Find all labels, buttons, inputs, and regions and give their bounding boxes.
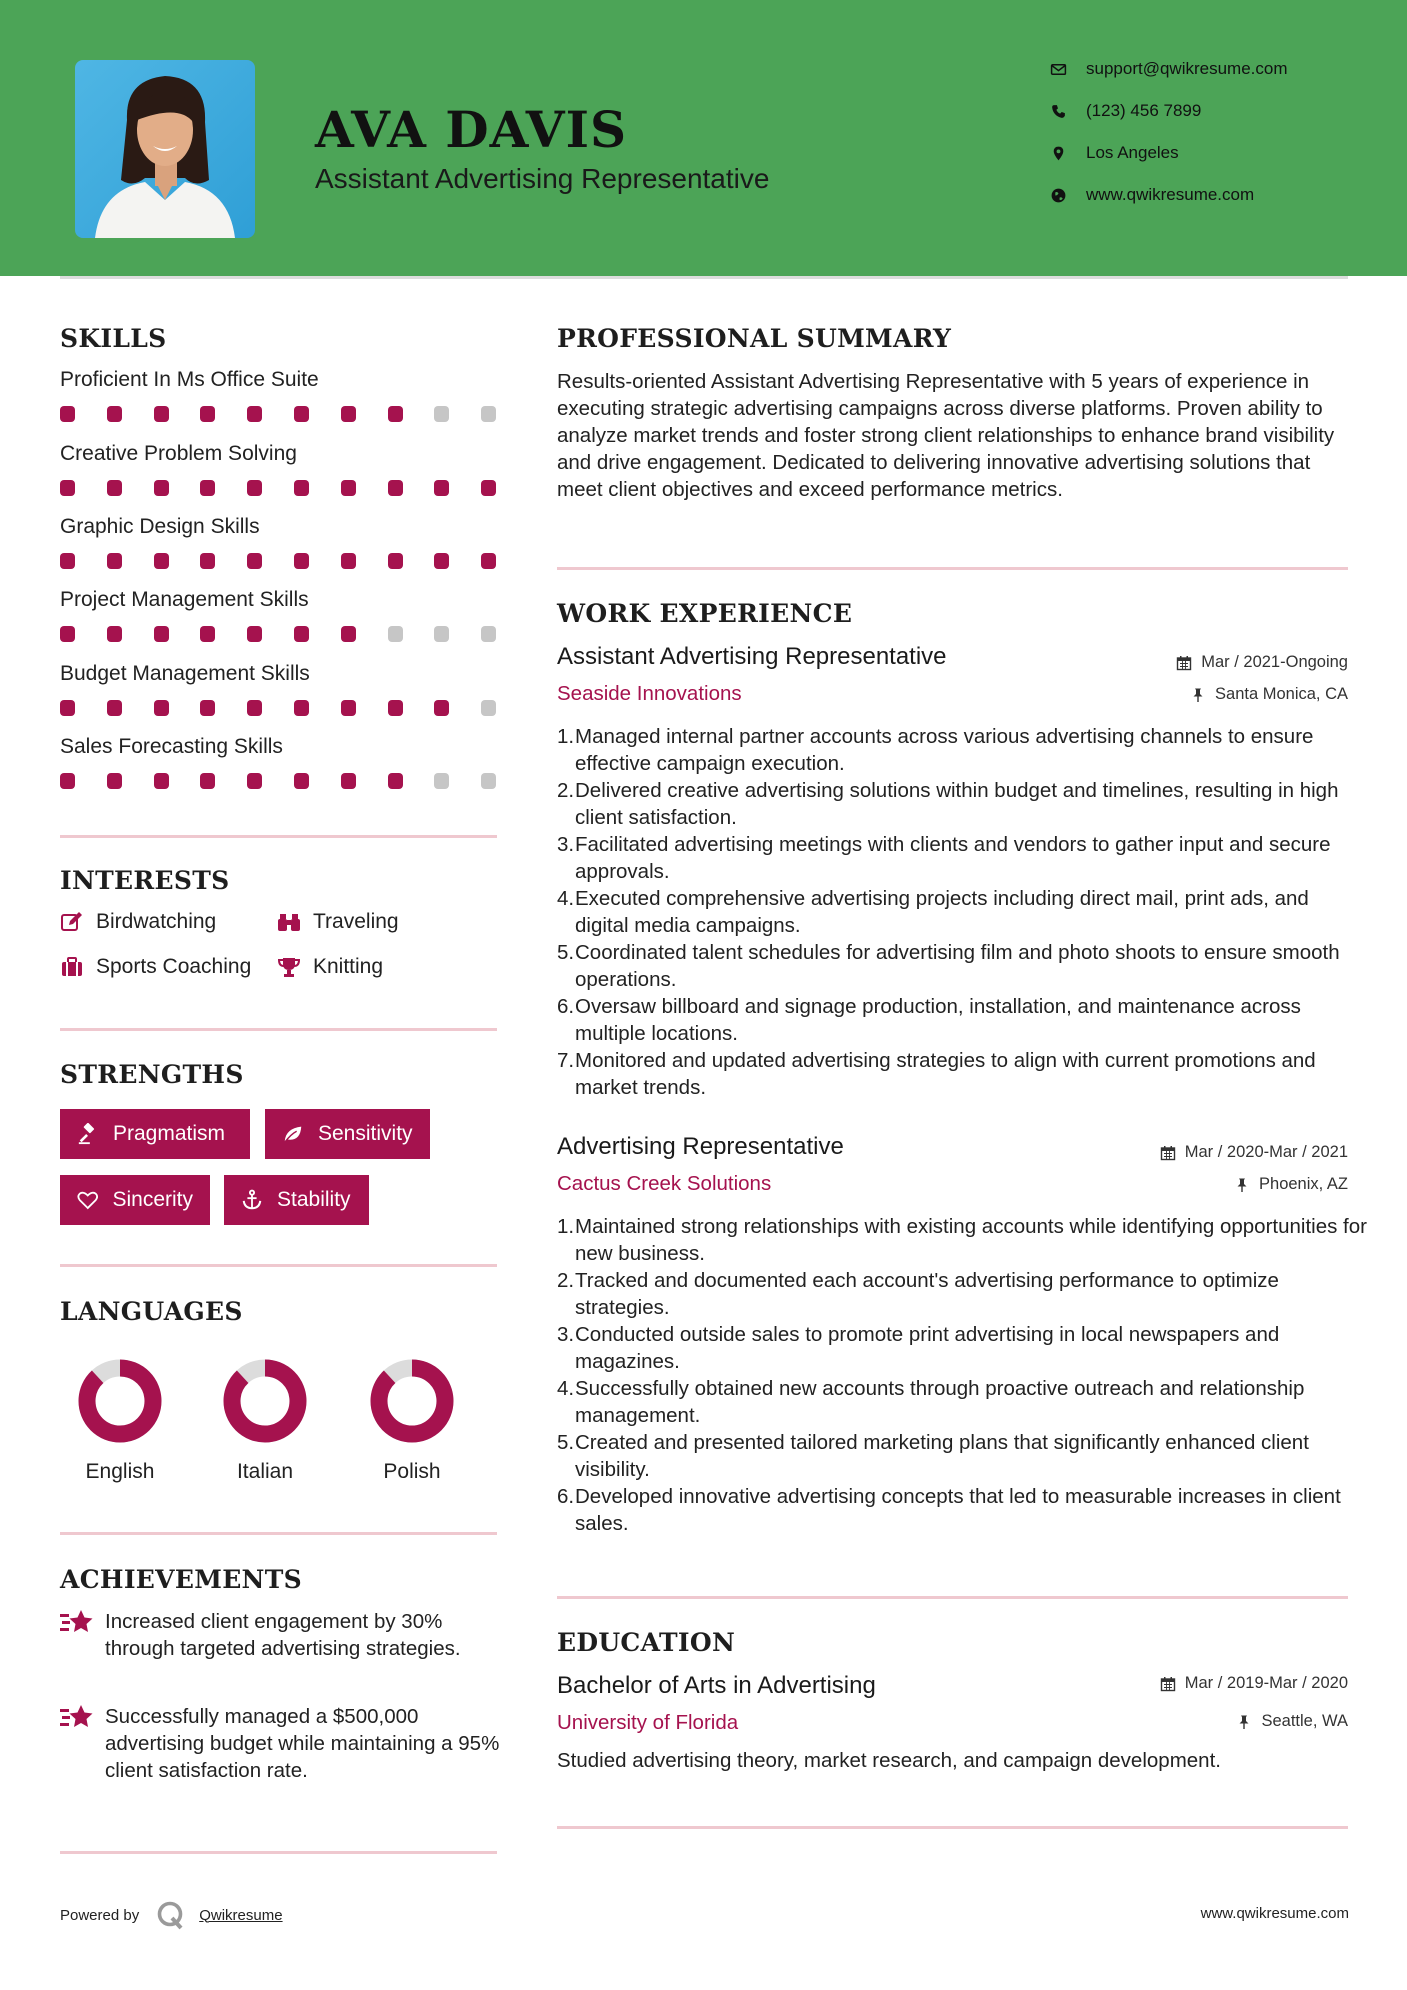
calendar-icon xyxy=(1160,1676,1176,1692)
company-name: Seaside Innovations xyxy=(557,682,742,705)
calendar-icon xyxy=(1176,655,1192,671)
duty-item: Maintained strong relationships with existing accounts while identifying opportunities for new business. xyxy=(575,1215,1367,1265)
section-divider xyxy=(60,1851,497,1854)
strength-label: Pragmatism xyxy=(113,1122,226,1145)
duty-item: Executed comprehensive advertising projects including direct mail, print ads, and digital media campaigns. xyxy=(575,887,1309,937)
language-label: Polish xyxy=(383,1460,441,1483)
map-marker-icon xyxy=(1050,145,1067,162)
strength-tag xyxy=(60,1175,210,1225)
job-duties-list xyxy=(557,1213,1367,1537)
section-divider xyxy=(557,1596,1348,1599)
duty-item: Delivered creative advertising solutions within budget and timelines, resulting in high client satisfaction. xyxy=(575,779,1339,829)
contact-email-text: support@qwikresume.com xyxy=(1086,59,1288,78)
skill-dot-filled xyxy=(60,553,75,569)
ring-fill xyxy=(232,1368,298,1434)
contact-website[interactable] xyxy=(1050,181,1254,209)
education-location-text: Seattle, WA xyxy=(1261,1712,1348,1730)
skill-dot-filled xyxy=(154,480,169,496)
duty-item: Managed internal partner accounts across various advertising channels to ensure effective campaign execution. xyxy=(575,725,1314,775)
qwikresume-logo-icon xyxy=(155,1900,185,1930)
skill-dot-filled xyxy=(341,480,356,496)
section-divider xyxy=(557,567,1348,570)
skill-dot-filled xyxy=(341,553,356,569)
edit-icon xyxy=(60,910,84,934)
skill-label: Budget Management Skills xyxy=(60,662,310,685)
skill-dot-filled xyxy=(341,406,356,422)
skill-dot-filled xyxy=(200,553,215,569)
job-dates-text: Mar / 2021-Ongoing xyxy=(1201,653,1348,671)
education-dates xyxy=(1160,1674,1348,1693)
strength-label: Sincerity xyxy=(112,1188,193,1211)
avatar-image xyxy=(75,60,255,238)
skill-dot-filled xyxy=(154,406,169,422)
skill-dot-empty xyxy=(481,773,496,789)
globe-icon xyxy=(1050,187,1067,204)
strength-tag xyxy=(224,1175,369,1225)
job-duties-list xyxy=(557,723,1367,1101)
skill-rating xyxy=(60,700,500,716)
skill-dot-filled xyxy=(294,553,309,569)
skill-dot-filled xyxy=(107,700,122,716)
language-label: English xyxy=(85,1460,155,1483)
section-divider xyxy=(60,1028,497,1031)
school-name: University of Florida xyxy=(557,1711,739,1734)
pushpin-icon xyxy=(1236,1714,1252,1730)
strengths-heading: STRENGTHS xyxy=(60,1060,244,1089)
achievement-item xyxy=(60,1703,500,1784)
language-proficiency-ring xyxy=(369,1358,455,1444)
job-title: Advertising Representative xyxy=(557,1133,844,1160)
ring-fill xyxy=(379,1368,445,1434)
job-dates xyxy=(1176,653,1348,672)
skill-dot-filled xyxy=(107,406,122,422)
achievements-heading: ACHIEVEMENTS xyxy=(60,1565,302,1594)
pushpin-icon xyxy=(1234,1177,1250,1193)
interest-label: Knitting xyxy=(313,955,384,978)
skill-dot-filled xyxy=(481,553,496,569)
skill-label: Proficient In Ms Office Suite xyxy=(60,368,319,391)
skill-label: Creative Problem Solving xyxy=(60,442,297,465)
skill-dot-filled xyxy=(294,406,309,422)
duty-item: Created and presented tailored marketing plans that significantly enhanced client visibility. xyxy=(575,1431,1309,1481)
interest-item xyxy=(277,910,399,934)
skill-dot-filled xyxy=(247,480,262,496)
skill-dot-filled xyxy=(60,480,75,496)
skill-dot-empty xyxy=(434,773,449,789)
skill-dot-filled xyxy=(341,700,356,716)
interest-item xyxy=(60,955,251,979)
language-label: Italian xyxy=(236,1460,294,1483)
ring-fill xyxy=(87,1368,153,1434)
interests-heading: INTERESTS xyxy=(60,866,230,895)
skill-dot-filled xyxy=(247,773,262,789)
profile-photo xyxy=(75,60,255,238)
achievement-text: Successfully managed a $500,000 advertising budget while maintaining a 95% client satisfaction rate. xyxy=(105,1705,500,1782)
duty-item: Facilitated advertising meetings with clients and vendors to gather input and secure approvals. xyxy=(575,833,1331,883)
skill-dot-filled xyxy=(60,626,75,642)
skill-dot-filled xyxy=(247,626,262,642)
job-dates xyxy=(1160,1143,1348,1162)
footer-url[interactable]: www.qwikresume.com xyxy=(1200,1905,1349,1922)
skill-dot-filled xyxy=(200,773,215,789)
skill-rating xyxy=(60,773,500,789)
section-divider xyxy=(60,835,497,838)
achievement-text: Increased client engagement by 30% through targeted advertising strategies. xyxy=(105,1610,461,1660)
skill-dot-filled xyxy=(107,773,122,789)
skill-dot-filled xyxy=(107,553,122,569)
skill-dot-filled xyxy=(341,773,356,789)
skill-dot-filled xyxy=(481,480,496,496)
duty-item: Successfully obtained new accounts through proactive outreach and relationship management. xyxy=(575,1377,1305,1427)
duty-item: Coordinated talent schedules for advertising film and photo shoots to ensure smooth operations. xyxy=(575,941,1340,991)
skill-dot-filled xyxy=(294,773,309,789)
skill-dot-empty xyxy=(481,626,496,642)
skill-dot-filled xyxy=(154,626,169,642)
contact-location-text: Los Angeles xyxy=(1086,143,1179,162)
skill-dot-filled xyxy=(434,480,449,496)
envelope-icon xyxy=(1050,61,1067,78)
trophy-icon xyxy=(277,955,301,979)
anchor-icon xyxy=(241,1189,263,1211)
language-proficiency-ring xyxy=(222,1358,308,1444)
contact-phone-text: (123) 456 7899 xyxy=(1086,101,1202,120)
interest-item xyxy=(60,910,216,934)
skill-dot-empty xyxy=(434,406,449,422)
duty-item: Monitored and updated advertising strategies to align with current promotions and market trends. xyxy=(575,1049,1316,1099)
interest-label: Sports Coaching xyxy=(96,955,252,978)
skill-dot-empty xyxy=(481,406,496,422)
skill-dot-filled xyxy=(388,553,403,569)
skill-dot-empty xyxy=(434,626,449,642)
skill-dot-filled xyxy=(388,406,403,422)
experience-heading: WORK EXPERIENCE xyxy=(557,599,853,628)
languages-heading: LANGUAGES xyxy=(60,1297,243,1326)
qwikresume-link[interactable]: Qwikresume xyxy=(199,1906,283,1924)
education-heading: EDUCATION xyxy=(557,1628,736,1657)
binoculars-icon xyxy=(277,910,301,934)
duty-item: Developed innovative advertising concepts that led to measurable increases in client sales. xyxy=(575,1485,1341,1535)
strength-label: Sensitivity xyxy=(318,1122,413,1145)
job-location-text: Phoenix, AZ xyxy=(1259,1175,1348,1193)
skill-dot-filled xyxy=(60,773,75,789)
skill-label: Graphic Design Skills xyxy=(60,515,260,538)
section-divider xyxy=(60,1532,497,1535)
footer-powered-by xyxy=(60,1900,283,1930)
star-burst-icon xyxy=(60,1608,94,1636)
company-name: Cactus Creek Solutions xyxy=(557,1172,772,1195)
skill-dot-filled xyxy=(154,773,169,789)
skill-dot-empty xyxy=(481,700,496,716)
candidate-title: Assistant Advertising Representative xyxy=(315,163,770,194)
skill-rating xyxy=(60,626,500,642)
skill-dot-filled xyxy=(60,406,75,422)
skill-rating xyxy=(60,406,500,422)
job-dates-text: Mar / 2020-Mar / 2021 xyxy=(1184,1143,1348,1161)
skill-dot-filled xyxy=(200,480,215,496)
leaf-icon xyxy=(282,1123,304,1145)
skill-dot-filled xyxy=(247,700,262,716)
skill-dot-filled xyxy=(388,700,403,716)
strength-label: Stability xyxy=(277,1188,351,1211)
skill-label: Sales Forecasting Skills xyxy=(60,735,283,758)
interest-item xyxy=(277,955,383,979)
skill-dot-filled xyxy=(434,553,449,569)
star-burst-icon xyxy=(60,1703,94,1731)
duty-item: Oversaw billboard and signage production, installation, and maintenance across multiple locations. xyxy=(575,995,1301,1045)
job-location xyxy=(1234,1175,1348,1194)
section-divider xyxy=(557,1826,1348,1829)
degree-title: Bachelor of Arts in Advertising xyxy=(557,1672,876,1699)
skill-dot-filled xyxy=(107,626,122,642)
contact-email[interactable] xyxy=(1050,55,1288,83)
skill-dot-filled xyxy=(247,553,262,569)
interest-label: Traveling xyxy=(313,910,399,933)
interest-label: Birdwatching xyxy=(96,910,217,933)
contact-location xyxy=(1050,139,1179,167)
candidate-name: AVA DAVIS xyxy=(315,100,628,159)
phone-icon xyxy=(1050,103,1067,120)
language-proficiency-ring xyxy=(77,1358,163,1444)
summary-text: Results-oriented Assistant Advertising Representative with 5 years of experience in executing strategic advertising campaigns across diverse platforms. Proven ability to analyze market trends and foster strong client relationships to enhance brand visibility and drive engagement. Dedicated to delivering innovative advertising solutions that meet client objectives and exceed performance metrics. xyxy=(557,370,1335,501)
powered-by-text: Powered by xyxy=(60,1906,140,1924)
skill-dot-filled xyxy=(200,406,215,422)
skill-dot-filled xyxy=(388,480,403,496)
summary-heading: PROFESSIONAL SUMMARY xyxy=(557,324,952,353)
skill-dot-filled xyxy=(154,553,169,569)
skill-dot-filled xyxy=(107,480,122,496)
strength-tag xyxy=(265,1109,430,1159)
skill-dot-filled xyxy=(434,700,449,716)
skill-dot-filled xyxy=(200,626,215,642)
skill-label: Project Management Skills xyxy=(60,588,309,611)
job-location-text: Santa Monica, CA xyxy=(1215,685,1348,703)
skill-dot-empty xyxy=(388,626,403,642)
skill-rating xyxy=(60,553,500,569)
contact-phone[interactable] xyxy=(1050,97,1201,125)
education-description: Studied advertising theory, market research, and campaign development. xyxy=(557,1749,1221,1772)
pushpin-icon xyxy=(1190,687,1206,703)
job-title: Assistant Advertising Representative xyxy=(557,643,947,670)
skill-dot-filled xyxy=(341,626,356,642)
heart-icon xyxy=(77,1189,98,1211)
skill-rating xyxy=(60,480,500,496)
job-location xyxy=(1190,685,1348,704)
achievement-item xyxy=(60,1608,500,1662)
skill-dot-filled xyxy=(60,700,75,716)
gavel-icon xyxy=(77,1123,99,1145)
skill-dot-filled xyxy=(294,700,309,716)
skill-dot-filled xyxy=(294,626,309,642)
skills-heading: SKILLS xyxy=(60,324,167,353)
header-divider xyxy=(60,276,1348,279)
skill-dot-filled xyxy=(294,480,309,496)
skill-dot-filled xyxy=(154,700,169,716)
education-dates-text: Mar / 2019-Mar / 2020 xyxy=(1184,1674,1348,1692)
section-divider xyxy=(60,1264,497,1267)
skill-dot-filled xyxy=(247,406,262,422)
contact-website-text: www.qwikresume.com xyxy=(1086,185,1255,204)
skill-dot-filled xyxy=(200,700,215,716)
skill-dot-filled xyxy=(388,773,403,789)
calendar-icon xyxy=(1160,1145,1176,1161)
education-location xyxy=(1236,1712,1348,1731)
strength-tag xyxy=(60,1109,250,1159)
duty-item: Tracked and documented each account's advertising performance to optimize strategies. xyxy=(575,1269,1279,1319)
duty-item: Conducted outside sales to promote print advertising in local newspapers and magazines. xyxy=(575,1323,1280,1373)
briefcase-icon xyxy=(60,955,84,979)
